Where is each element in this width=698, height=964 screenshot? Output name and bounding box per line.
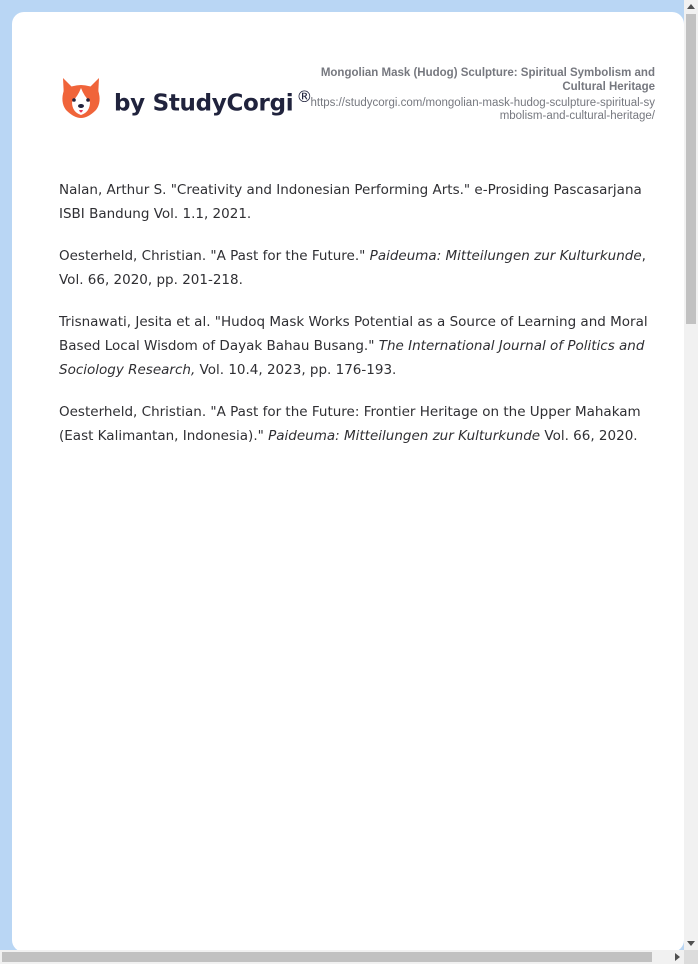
scroll-down-arrow-icon[interactable] <box>687 941 695 946</box>
registered-mark: ® <box>296 87 313 107</box>
corgi-logo-icon <box>60 76 102 120</box>
scroll-up-arrow-icon[interactable] <box>687 4 695 9</box>
reference-item: Trisnawati, Jesita et al. "Hudoq Mask Works Potential as a Source of Learning and Moral Based Local Wisdom of Dayak Bahau Busang." The International Journal of Politics and Sociology Research, Vol. 10.4, 2023, pp. 176-193. <box>59 314 648 378</box>
vertical-scroll-thumb[interactable] <box>686 14 696 324</box>
reference-item: Oesterheld, Christian. "A Past for the Future." Paideuma: Mitteilungen zur Kulturkunde, Vol. 66, 2020, pp. 201-218. <box>59 248 646 288</box>
reference-list <box>59 178 659 466</box>
document-title: Mongolian Mask (Hudog) Sculpture: Spiritual Symbolism and Cultural Heritage <box>320 67 655 93</box>
document-meta <box>305 66 655 123</box>
vertical-scrollbar[interactable] <box>684 0 698 950</box>
scroll-right-arrow-icon[interactable] <box>675 953 680 961</box>
document-url[interactable]: https://studycorgi.com/mongolian-mask-hudog-sculpture-spiritual-symbolism-and-cultural-heritage/ <box>310 97 655 122</box>
document-page <box>12 12 684 952</box>
reference-item: Oesterheld, Christian. "A Past for the Future: Frontier Heritage on the Upper Mahakam (East Kalimantan, Indonesia)." Paideuma: Mitteilungen zur Kulturkunde Vol. 66, 2020. <box>59 404 641 444</box>
horizontal-scroll-thumb[interactable] <box>2 952 652 962</box>
studycorgi-logo[interactable] <box>60 76 312 120</box>
reference-item: Nalan, Arthur S. "Creativity and Indonesian Performing Arts." e-Prosiding Pascasarjana ISBI Bandung Vol. 1.1, 2021. <box>59 182 642 222</box>
scrollbar-corner <box>684 950 698 964</box>
horizontal-scrollbar[interactable] <box>0 950 684 964</box>
brand-name: by StudyCorgi ® <box>114 87 313 117</box>
